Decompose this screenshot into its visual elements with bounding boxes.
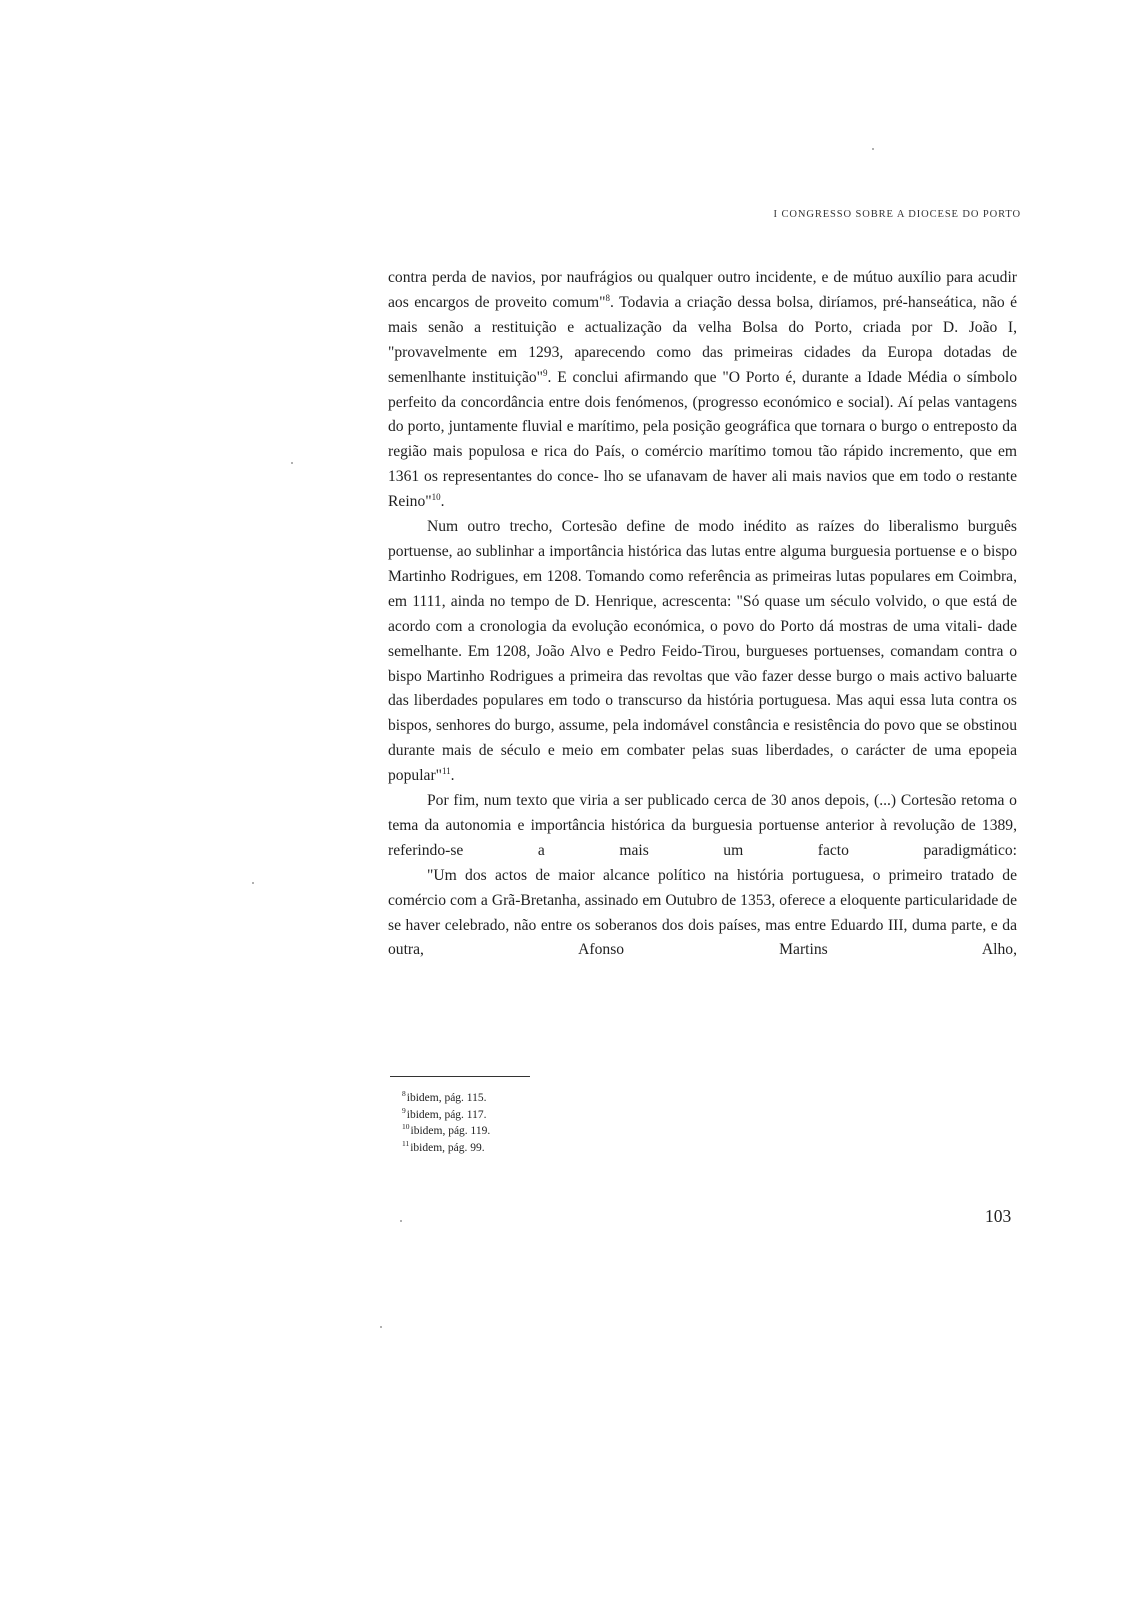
text-line: comandam contra o bispo Martinho Rodrigues a primeira das revoltas que vão [388,642,1017,685]
footnote-text: ibidem, pág. 119. [410,1125,491,1137]
text-line: lho se ufanavam de haver ali mais navios que em todo o restante Reino" [388,468,1017,511]
text-line: portuense anterior à revolução de 1389, referindo-se a mais um facto paradigmático: [388,816,1017,859]
text-line: vantagens do porto, juntamente fluvial e marítimo, pela posição geográfica que [388,393,1018,436]
text-line: burguesia portuense e o bispo Martinho Rodrigues, em 1208. Tomando como [388,542,1017,585]
paragraph-3 [388,789,1017,864]
text-line: transcurso da história portuguesa. Mas aqui essa luta contra os bispos, senhores do [388,692,1017,735]
footnote-text: ibidem, pág. 117. [406,1108,487,1121]
text-line: Num outro trecho, Cortesão define de modo inédito as raízes do liberalismo [427,518,959,536]
text-line: tornara o burgo o entreposto da região mais populosa e rica do País, o comércio [388,418,1017,461]
text-line: durante mais de século e meio em combater pelas suas liberdades, o carácter de [388,742,928,760]
paragraph-2 [388,515,1017,789]
paragraph-1 [388,266,1017,515]
scan-speck [380,1326,382,1328]
text-line: auxílio para acudir aos encargos de proveito comum" [388,269,1017,311]
text-line: a eloquente particularidade de se haver celebrado, não entre os soberanos dos dois [388,891,1017,934]
paragraph-4-quote [388,864,1017,964]
footnote-text: ibidem, pág. 99. [410,1141,485,1154]
text-line: velha Bolsa do Porto, criada por D. João I, "provavelmente em 1293, aparecendo [388,318,1017,361]
text-line: como das primeiras cidades da Europa dotadas de semenlhante instituição" [388,343,1017,386]
text-line: marítimo tomou tão rápido incremento, que em 1361 os representantes do conce- [388,443,1017,486]
text-line: . Todavia a criação dessa [610,293,772,311]
scan-speck [872,148,874,150]
text-line: burguês portuense, ao sublinhar a importância histórica das lutas entre alguma [388,518,1017,560]
text-line: . E [547,368,567,386]
text-line: conclui afirmando que "O Porto é, durante a Idade Média o símbolo perfeito da [388,368,1017,411]
text-line: uma epopeia popular" [388,742,1018,785]
footnote-separator [390,1076,530,1077]
footnotes [402,1090,490,1156]
footnote [402,1090,490,1107]
footnote-number: 11 [402,1138,410,1148]
footnote-text: ibidem, pág. 115. [406,1092,487,1104]
text-line: contra perda de navios, por naufrágios ou qualquer outro incidente, e de mútuo [388,269,893,286]
footnote-ref[interactable]: 8 [605,292,611,303]
page-number: 103 [985,1206,1012,1226]
text-line: concordância entre dois fenómenos, (progresso económico e social). Aí pelas [460,393,950,411]
footnote-ref[interactable]: 9 [543,367,548,378]
text-line: Por fim, num texto que viria a ser publicado cerca de 30 anos depois, (...) [427,792,897,810]
text-line: bolsa, diríamos, pré-hanseática, não é mais senão a restituição e actualização da [388,293,1018,336]
text-line: . [450,767,455,785]
text-line: burgo, assume, pela indomável constância e resistência do povo que se obstinou [514,717,1017,735]
footnote [402,1123,490,1140]
scan-speck [252,882,254,884]
text-line: Cortesão retoma o tema da autonomia e importância histórica da burguesia [388,792,1017,834]
text-line: fazer desse burgo o mais activo baluarte das liberdades populares em todo o [388,667,1018,710]
scan-speck [291,462,293,464]
footnote-ref[interactable]: 10 [431,491,441,502]
text-line: a cronologia da evolução económica, o povo do Porto dá mostras de uma vitali- [467,617,983,635]
text-line: . [440,493,445,511]
text-line: referência as primeiras lutas populares em Coimbra, em 1111, ainda no tempo de [388,567,1017,610]
footnote-number: 9 [402,1105,406,1115]
footnote-ref[interactable]: 11 [442,765,451,776]
footnote-number: 8 [402,1089,406,1099]
body-text [388,266,1017,963]
text-line: tratado de comércio com a Grã-Bretanha, assinado em Outubro de 1353, oferece [388,866,1017,909]
text-line: países, mas entre Eduardo III, duma parte, e da outra, Afonso Martins Alho, [388,916,1017,959]
scan-speck [400,1220,402,1222]
footnote [402,1107,490,1124]
footnote-number: 10 [402,1122,410,1132]
running-header: I CONGRESSO SOBRE A DIOCESE DO PORTO [773,209,1021,220]
text-line: D. Henrique, acrescenta: "Só quase um século volvido, o que está de acordo com [388,592,1017,635]
text-line: dade semelhante. Em 1208, João Alvo e Pedro Feido-Tirou, burgueses portuenses, [388,617,1017,660]
text-line: "Um dos actos de maior alcance político na história portuguesa, o primeiro [427,866,943,884]
footnote [402,1140,490,1157]
